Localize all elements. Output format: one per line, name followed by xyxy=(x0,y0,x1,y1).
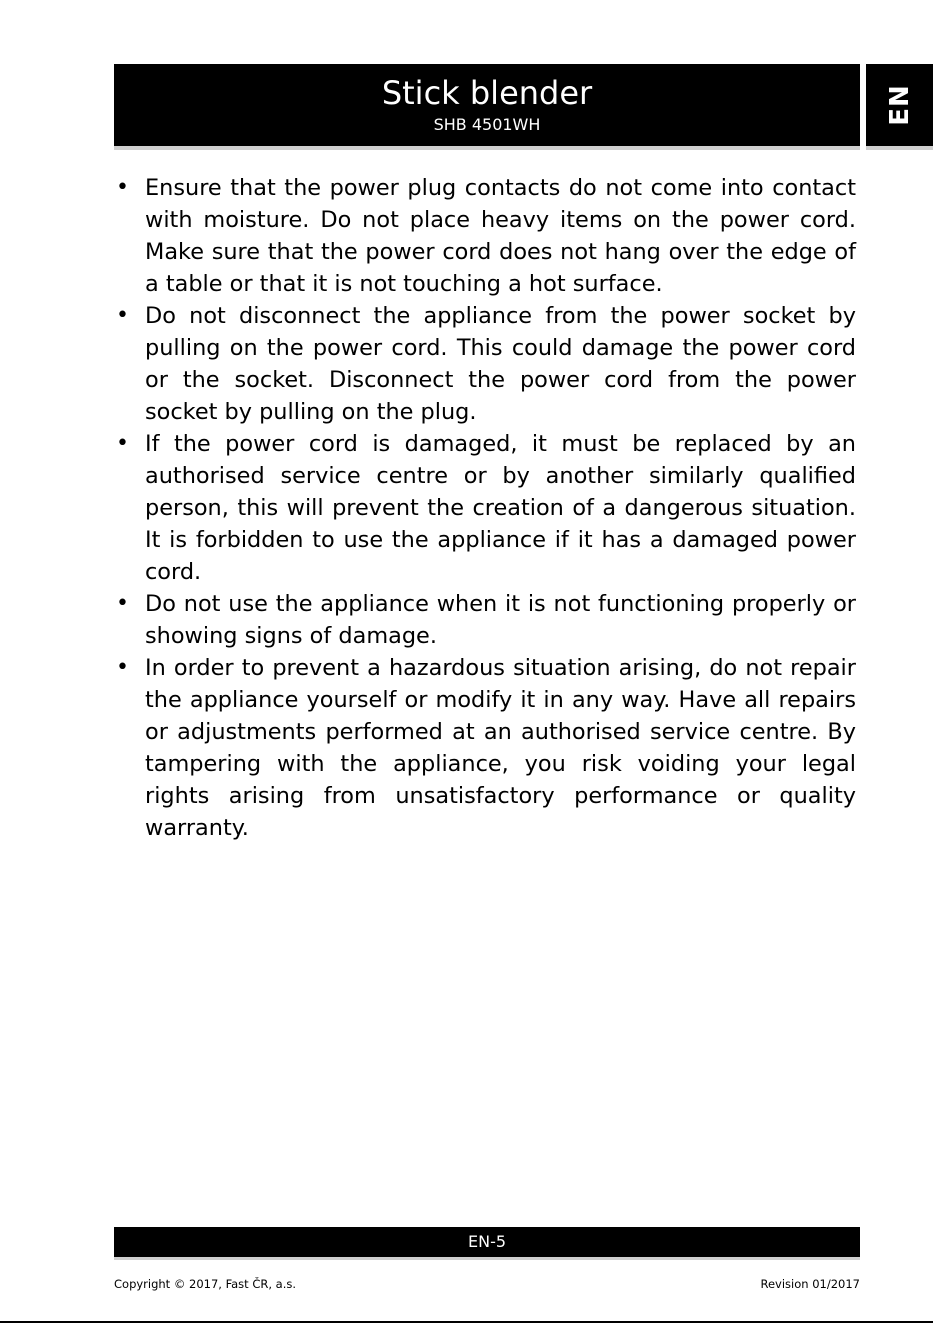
list-item-text: If the power cord is damaged, it must be replaced by an authorised service centre or by another similarly qualified person, this will prevent the creation of a dangerous situation. It is forbidden to use the appliance if it has a damaged power cord. xyxy=(145,431,856,585)
page-title: Stick blender xyxy=(381,74,593,112)
bottom-divider xyxy=(0,1321,933,1323)
list-item-text: Ensure that the power plug contacts do not come into contact with moisture. Do not place heavy items on the power cord. Make sure that the power cord does not hang over the edge of a table or that it is not touching a hot surface. xyxy=(145,175,856,297)
safety-instructions xyxy=(114,172,856,844)
list-item xyxy=(114,172,856,300)
list-item-text: In order to prevent a hazardous situation arising, do not repair the appliance yourself or modify it in any way. Have all repairs or adjustments performed at an authorised service centre. By tampering with the appliance, you risk voiding your legal rights arising from unsatisfactory performance or quality warranty. xyxy=(145,655,856,841)
bullet-list xyxy=(114,172,856,844)
language-tab-label: EN xyxy=(884,84,915,126)
list-item-text: Do not disconnect the appliance from the power socket by pulling on the power cord. This could damage the power cord or the socket. Disconnect the power cord from the power socket by pulling on the plug. xyxy=(145,303,856,425)
model-number: SHB 4501WH xyxy=(433,115,541,134)
list-item xyxy=(114,588,856,652)
copyright-text: Copyright © 2017, Fast ČR, a.s. xyxy=(114,1277,297,1291)
footer-bar xyxy=(114,1227,860,1257)
bullet-icon: • xyxy=(116,175,129,200)
bullet-icon: • xyxy=(116,431,129,456)
language-tab xyxy=(866,64,933,146)
page-number: EN-5 xyxy=(467,1232,507,1251)
revision-text: Revision 01/2017 xyxy=(760,1277,860,1291)
bullet-icon: • xyxy=(116,655,129,680)
list-item xyxy=(114,428,856,588)
page-header xyxy=(114,64,860,146)
bullet-icon: • xyxy=(116,303,129,328)
list-item-text: Do not use the appliance when it is not functioning properly or showing signs of damage. xyxy=(145,591,856,649)
list-item xyxy=(114,652,856,844)
list-item xyxy=(114,300,856,428)
bullet-icon: • xyxy=(116,591,129,616)
